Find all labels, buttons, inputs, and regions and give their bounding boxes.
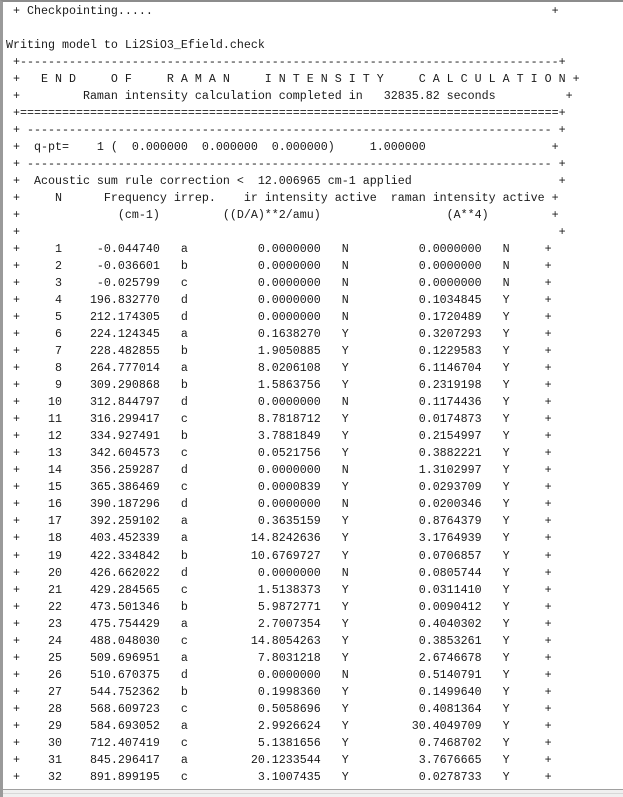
mode-row: + 21 429.284565 c 1.5138373 Y 0.0311410 Y +: [6, 582, 552, 597]
summary-top-border: +-----------------------------------------------------------------------------+: [6, 55, 566, 70]
mode-row: + 18 403.452339 a 14.8242636 Y 3.1764939 Y +: [6, 531, 552, 546]
blank-line: [6, 20, 580, 37]
mode-row: + 9 309.290868 b 1.5863756 Y 0.2319198 Y +: [6, 378, 552, 393]
mode-row: + 17 392.259102 a 0.3635159 Y 0.8764379 Y +: [6, 514, 552, 529]
mode-row: + 28 568.609723 c 0.5058696 Y 0.4081364 Y +: [6, 701, 552, 716]
mode-row: + 31 845.296417 a 20.1233544 Y 3.7676665 Y +: [6, 752, 552, 767]
window-bottom-edge: [3, 789, 623, 797]
mode-row: + 15 365.386469 c 0.0000839 Y 0.0293709 Y +: [6, 480, 552, 495]
checkpoint-line: + Checkpointing..... +: [6, 4, 559, 18]
mode-row: + 8 264.777014 a 8.0206108 Y 6.1146704 Y +: [6, 361, 552, 376]
mode-row: + 5 212.174305 d 0.0000000 N 0.1720489 Y +: [6, 310, 552, 325]
writing-model-line: Writing model to Li2SiO3_Efield.check: [6, 38, 265, 53]
mode-row: + 16 390.187296 d 0.0000000 N 0.0200346 Y +: [6, 497, 552, 512]
mode-row: + 12 334.927491 b 3.7881849 Y 0.2154997 Y +: [6, 429, 552, 444]
asr-correction-line: + Acoustic sum rule correction < 12.006965 cm-1 applied +: [6, 174, 566, 189]
completion-time-line: + Raman intensity calculation completed in 32835.82 seconds +: [6, 89, 573, 104]
summary-bottom-border: +=============================================================================+: [6, 106, 566, 121]
mode-row: + 26 510.670375 d 0.0000000 N 0.5140791 Y +: [6, 667, 552, 682]
mode-row: + 20 426.662022 d 0.0000000 N 0.0805744 Y +: [6, 565, 552, 580]
summary-title: + E N D O F R A M A N I N T E N S I T Y C A L C U L A T I O N +: [6, 72, 580, 87]
mode-row: + 13 342.604573 c 0.0521756 Y 0.3882221 Y +: [6, 446, 552, 461]
mode-row: + 7 228.482855 b 1.9050885 Y 0.1229583 Y +: [6, 344, 552, 359]
mode-table: [6, 241, 580, 797]
mode-row: + 2 -0.036601 b 0.0000000 N 0.0000000 N +: [6, 259, 552, 274]
mode-row: + 32 891.899195 c 3.1007435 Y 0.0278733 Y +: [6, 769, 552, 784]
qpoint-separator-bottom: + --------------------------------------------------------------------------- +: [6, 157, 566, 172]
mode-row: + 6 224.124345 a 0.1638270 Y 0.3207293 Y +: [6, 327, 552, 342]
empty-boxed-line: + +: [6, 225, 566, 240]
column-headers-line: + N Frequency irrep. ir intensity active raman intensity active +: [6, 191, 559, 206]
mode-row: + 25 509.696951 a 7.8031218 Y 2.6746678 Y +: [6, 650, 552, 665]
mode-row: + 30 712.407419 c 5.1381656 Y 0.7468702 Y +: [6, 735, 552, 750]
mode-row: + 27 544.752362 b 0.1998360 Y 0.1499640 Y +: [6, 684, 552, 699]
mode-row: + 14 356.259287 d 0.0000000 N 1.3102997 Y +: [6, 463, 552, 478]
castep-output-text[interactable]: [6, 3, 580, 797]
mode-row: + 10 312.844797 d 0.0000000 N 0.1174436 Y +: [6, 395, 552, 410]
mode-row: + 29 584.693052 a 2.9926624 Y 30.4049709 Y +: [6, 718, 552, 733]
mode-row: + 19 422.334842 b 10.6769727 Y 0.0706857 Y +: [6, 548, 552, 563]
qpoint-line: + q-pt= 1 ( 0.000000 0.000000 0.000000) 1.000000 +: [6, 140, 559, 155]
qpoint-separator-top: + --------------------------------------------------------------------------- +: [6, 123, 566, 138]
mode-row: + 23 475.754429 a 2.7007354 Y 0.4040302 Y +: [6, 616, 552, 631]
mode-row: + 1 -0.044740 a 0.0000000 N 0.0000000 N +: [6, 242, 552, 257]
mode-row: + 11 316.299417 c 8.7818712 Y 0.0174873 Y +: [6, 412, 552, 427]
mode-row: + 24 488.048030 c 14.8054263 Y 0.3853261 Y +: [6, 633, 552, 648]
column-units-line: + (cm-1) ((D/A)**2/amu) (A**4) +: [6, 208, 559, 223]
mode-row: + 22 473.501346 b 5.9872771 Y 0.0090412 Y +: [6, 599, 552, 614]
mode-row: + 3 -0.025799 c 0.0000000 N 0.0000000 N +: [6, 276, 552, 291]
mode-row: + 4 196.832770 d 0.0000000 N 0.1034845 Y +: [6, 293, 552, 308]
